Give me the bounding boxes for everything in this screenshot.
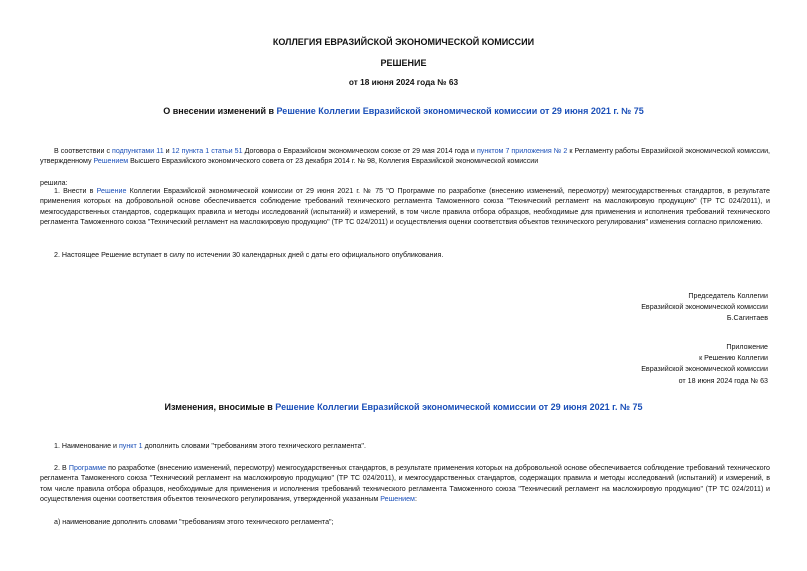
decision-item-1 [40,186,770,228]
decision-item-2: 2. Настоящее Решение вступает в силу по истечении 30 календарных дней с даты его официального опубликования. [54,251,444,259]
change-item-1 [40,441,770,451]
decided-label: решила: [40,179,68,187]
document-title [0,106,807,116]
change-text: дополнить словами "требованиям этого технического регламента". [142,442,366,450]
preamble-paragraph [40,146,770,167]
change-text: 2. В [54,464,69,472]
changes-title-prefix: Изменения, вносимые в [164,402,276,412]
preamble-link-decision[interactable]: Решением [93,157,129,166]
preamble-link-subparagraph-11[interactable]: подпунктами 11 [112,147,164,155]
signature-name: Б.Сагинтаев [726,314,768,323]
changes-title [0,402,807,412]
issuing-authority: КОЛЛЕГИЯ ЕВРАЗИЙСКОЙ ЭКОНОМИЧЕСКОЙ КОМИССИИ [272,37,535,47]
title-prefix: О внесении изменений в [163,106,277,116]
appendix-organization: Евразийской экономической комиссии [641,365,768,374]
item-text: 1. Внести в [54,187,97,195]
appendix-date: от 18 июня 2024 года № 63 [678,376,768,385]
preamble-link-annex-2[interactable]: пунктом 7 приложения № 2 [476,147,568,155]
change2-decision-link[interactable]: Решением [380,495,415,504]
change2-program-link[interactable]: Программе [68,464,107,472]
title-link[interactable]: Решение Коллегии Евразийской экономической комиссии от 29 июня 2021 г. № 75 [276,106,644,116]
document-date: от 18 июня 2024 года № 63 [348,77,459,87]
signature-organization: Евразийской экономической комиссии [641,303,768,312]
preamble-text: и [163,147,172,155]
change-item-2 [40,463,770,505]
signature-position: Председатель Коллегии [688,292,768,300]
preamble-text: Договора о Евразийском экономическом союзе от 29 мая 2014 года и [242,147,477,155]
change-text: 1. Наименование и [54,442,119,450]
change-text: по разработке (внесению изменений, пересмотру) межгосударственных стандартов, в результате применения которых на добровольной основе обеспечивается соблюдение требований технического регламента Таможенного союза "Технический регламент на масложировую продукцию" (ТР ТС 024/2011), и межгосударственных стандартов, содержащих правила и методы исследований (испытаний) и измерений, в том числе правила отбора образцов, необходимые для применения и исполнения требований технического регламента Таможенного союза "Технический регламент на масложировую продукцию" (ТР ТС 024/2011) и осуществления оценки соответствия объектов технического регулирования, утвержденной указанным [40,464,770,504]
appendix-label: Приложение [726,343,768,351]
item-text: Коллегии Евразийской экономической комиссии от 29 июня 2021 г. № 75 "О Программе по разработке (внесению изменений, пересмотру) межгосударственных стандартов, в результате применения которых на добровольной основе обеспечивается соблюдение требований технического регламента Таможенного союза "Технический регламент на масложировую продукцию" (ТР ТС 024/2011), и межгосударственных стандартов, содержащих правила и методы исследований (испытаний) и измерений, в том числе правила отбора образцов, необходимые для применения и исполнения требований технического регламента Таможенного союза "Технический регламент на масложировую продукцию" (ТР ТС 024/2011) и осуществления оценки соответствия объектов технического регулирования" изменения согласно приложению. [40,187,770,227]
change1-point-link[interactable]: пункт 1 [118,442,143,450]
appendix-header [641,342,768,387]
changes-title-link[interactable]: Решение Коллегии Евразийской экономической комиссии от 29 июня 2021 г. № 75 [275,402,643,412]
change-subitem-a: а) наименование дополнить словами "требованиям этого технического регламента"; [54,518,334,526]
document-type: РЕШЕНИЕ [380,58,427,68]
change-text: : [414,495,417,504]
preamble-text: В соответствии с [54,147,113,155]
signature-block [641,291,768,325]
item1-decision-link[interactable]: Решение [96,187,127,195]
preamble-text: к Регламенту работы Евразийской экономической комиссии, утвержденному [40,147,771,166]
preamble-link-article-51[interactable]: 12 пункта 1 статьи 51 [171,147,243,155]
appendix-reference: к Решению Коллегии [699,354,768,363]
preamble-text: Высшего Евразийского экономического совета от 23 декабря 2014 г. № 98, Коллегия Евразийской экономической комиссии [128,157,539,166]
